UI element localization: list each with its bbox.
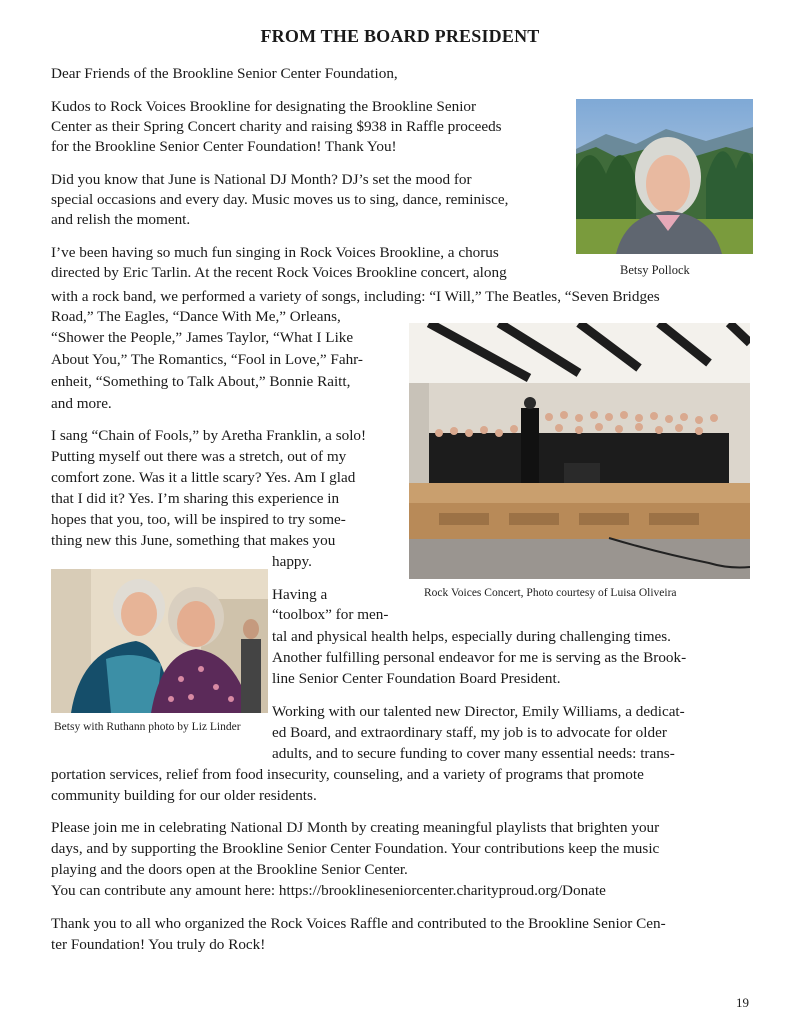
text-line: “toolbox” for men- — [272, 606, 389, 623]
caption-ruthann: Betsy with Ruthann photo by Liz Linder — [54, 721, 241, 733]
text-line: I’ve been having so much fun singing in Rock Voices Brookline, a chorus — [51, 244, 499, 261]
text-line: tal and physical health helps, especially during challenging times. — [272, 628, 671, 645]
text-line: community building for our older residents. — [51, 787, 317, 804]
text-line: Did you know that June is National DJ Month? DJ’s set the mood for — [51, 171, 472, 188]
text-line: enheit, “Something to Talk About,” Bonnie Raitt, — [51, 373, 351, 390]
text-line: Having a — [272, 586, 328, 603]
text-line: About You,” The Romantics, “Fool in Love,” Fahr- — [51, 351, 363, 368]
text-line: days, and by supporting the Brookline Senior Center Foundation. Your contributions keep the music — [51, 840, 660, 857]
text-line: Please join me in celebrating National DJ Month by creating meaningful playlists that brighten your — [51, 819, 660, 836]
text-line: Kudos to Rock Voices Brookline for designating the Brookline Senior — [51, 98, 477, 115]
text-line: “Shower the People,” James Taylor, “What I Like — [51, 329, 354, 346]
text-line: Center as their Spring Concert charity and raising $938 in Raffle proceeds — [51, 118, 502, 135]
caption-betsy: Betsy Pollock — [620, 263, 690, 277]
text-line: thing new this June, something that makes you — [51, 532, 336, 549]
text-line: hopes that you, too, will be inspired to try some- — [51, 511, 346, 528]
salutation: Dear Friends of the Brookline Senior Center Foundation, — [51, 65, 398, 82]
text-line: line Senior Center Foundation Board President. — [272, 670, 561, 687]
text-line: and more. — [51, 395, 112, 412]
betsy-portrait-photo — [576, 99, 753, 254]
text-line: Working with our talented new Director, Emily Williams, a dedicat- — [272, 703, 685, 720]
text-line: directed by Eric Tarlin. At the recent Rock Voices Brookline concert, along — [51, 264, 507, 281]
text-line: adults, and to secure funding to cover many essential needs: trans- — [272, 745, 675, 762]
text-line: ter Foundation! You truly do Rock! — [51, 936, 266, 953]
text-line: that I did it? Yes. I’m sharing this experience in — [51, 490, 340, 507]
caption-concert: Rock Voices Concert, Photo courtesy of Luisa Oliveira — [424, 587, 677, 599]
text-line: Putting myself out there was a stretch, out of my — [51, 448, 347, 465]
text-line: with a rock band, we performed a variety of songs, including: “I Will,” The Beatles, “Seven Bridges — [51, 288, 660, 305]
text-line: comfort zone. Was it a little scary? Yes. Am I glad — [51, 469, 356, 486]
text-line: Another fulfilling personal endeavor for me is serving as the Brook- — [272, 649, 687, 666]
text-line: portation services, relief from food insecurity, counseling, and a variety of programs that promote — [51, 766, 644, 783]
text-line: I sang “Chain of Fools,” by Aretha Franklin, a solo! — [51, 427, 367, 444]
betsy-ruthann-photo — [51, 569, 268, 713]
text-line: Road,” The Eagles, “Dance With Me,” Orleans, — [51, 308, 341, 325]
donate-link-line: You can contribute any amount here: https://brooklineseniorcenter.charityproud.org/Donate — [51, 882, 606, 899]
page-title: FROM THE BOARD PRESIDENT — [260, 26, 540, 46]
text-line: and relish the moment. — [51, 211, 191, 228]
concert-photo — [409, 323, 750, 579]
text-line: Thank you to all who organized the Rock Voices Raffle and contributed to the Brookline Senior Cen- — [51, 915, 666, 932]
text-line: playing and the doors open at the Brookline Senior Center. — [51, 861, 408, 878]
text-line: happy. — [272, 553, 312, 570]
text-line: for the Brookline Senior Center Foundation! Thank You! — [51, 138, 397, 155]
text-line: special occasions and every day. Music moves us to sing, dance, reminisce, — [51, 191, 509, 208]
page-number: 19 — [736, 995, 749, 1010]
text-line: ed Board, and extraordinary staff, my job is to advocate for older — [272, 724, 667, 741]
